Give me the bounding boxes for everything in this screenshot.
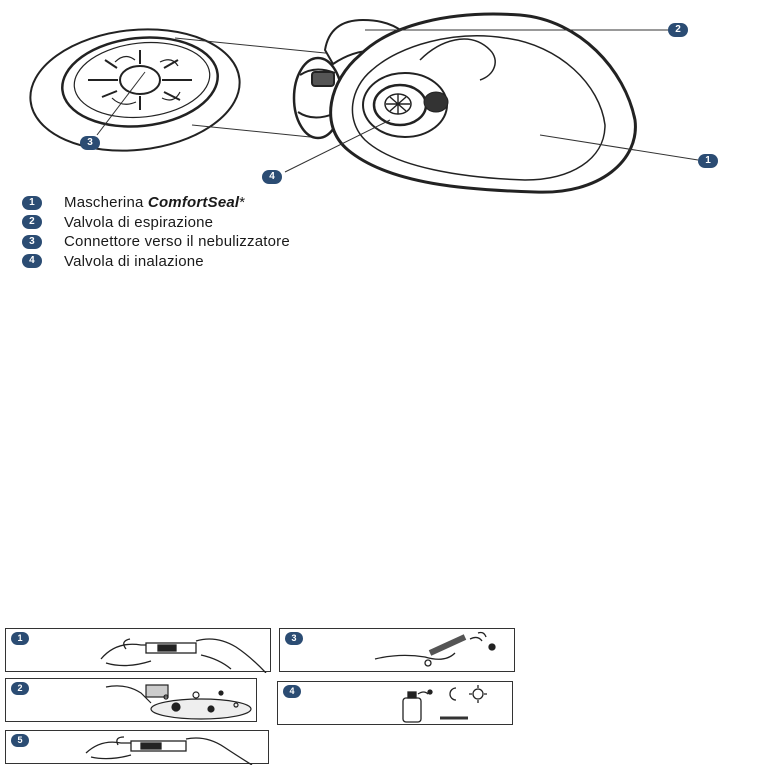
legend-label-text: Mascherina <box>64 194 148 212</box>
legend-number: 4 <box>22 254 42 268</box>
step-number: 5 <box>11 734 29 747</box>
legend-item-4 <box>22 252 290 272</box>
step-number: 1 <box>11 632 29 645</box>
callout-1-badge: 1 <box>698 154 718 168</box>
hand-holding-part-icon <box>280 629 516 673</box>
callout-4-badge: 4 <box>262 170 282 184</box>
callout-2-badge: 2 <box>668 23 688 37</box>
legend-item-2 <box>22 213 290 233</box>
mask-body-drawing <box>331 14 636 192</box>
legend-number: 1 <box>22 196 42 210</box>
step-panel-1 <box>5 628 271 672</box>
mask-diagram <box>0 0 768 195</box>
step-number: 3 <box>285 632 303 645</box>
legend-item-1 <box>22 193 290 213</box>
hands-inserting-mouthpiece-icon <box>6 629 272 673</box>
hands-assembling-icon <box>6 731 270 765</box>
step-panel-2 <box>5 678 257 722</box>
legend-label: Connettore verso il nebulizzatore <box>64 233 290 251</box>
legend-label: Valvola di espirazione <box>64 213 214 231</box>
legend-label-suffix: * <box>239 194 246 212</box>
callout-3-badge: 3 <box>80 136 100 150</box>
legend-label-brand: ComfortSeal <box>147 194 240 212</box>
nebulizer-connector-drawing <box>24 19 245 160</box>
legend-item-3 <box>22 232 290 252</box>
legend-label: Valvola di inalazione <box>64 252 204 270</box>
step-panel-4 <box>279 628 515 672</box>
parts-legend <box>22 193 290 271</box>
legend-label <box>64 194 245 211</box>
disassembled-parts-icon <box>6 679 258 723</box>
step-number: 2 <box>11 682 29 695</box>
step-panel-5 <box>277 681 513 725</box>
cleaning-bottle-icon <box>278 682 514 726</box>
legend-number: 2 <box>22 215 42 229</box>
legend-number: 3 <box>22 235 42 249</box>
step-number: 4 <box>283 685 301 698</box>
step-panel-3 <box>5 730 269 764</box>
